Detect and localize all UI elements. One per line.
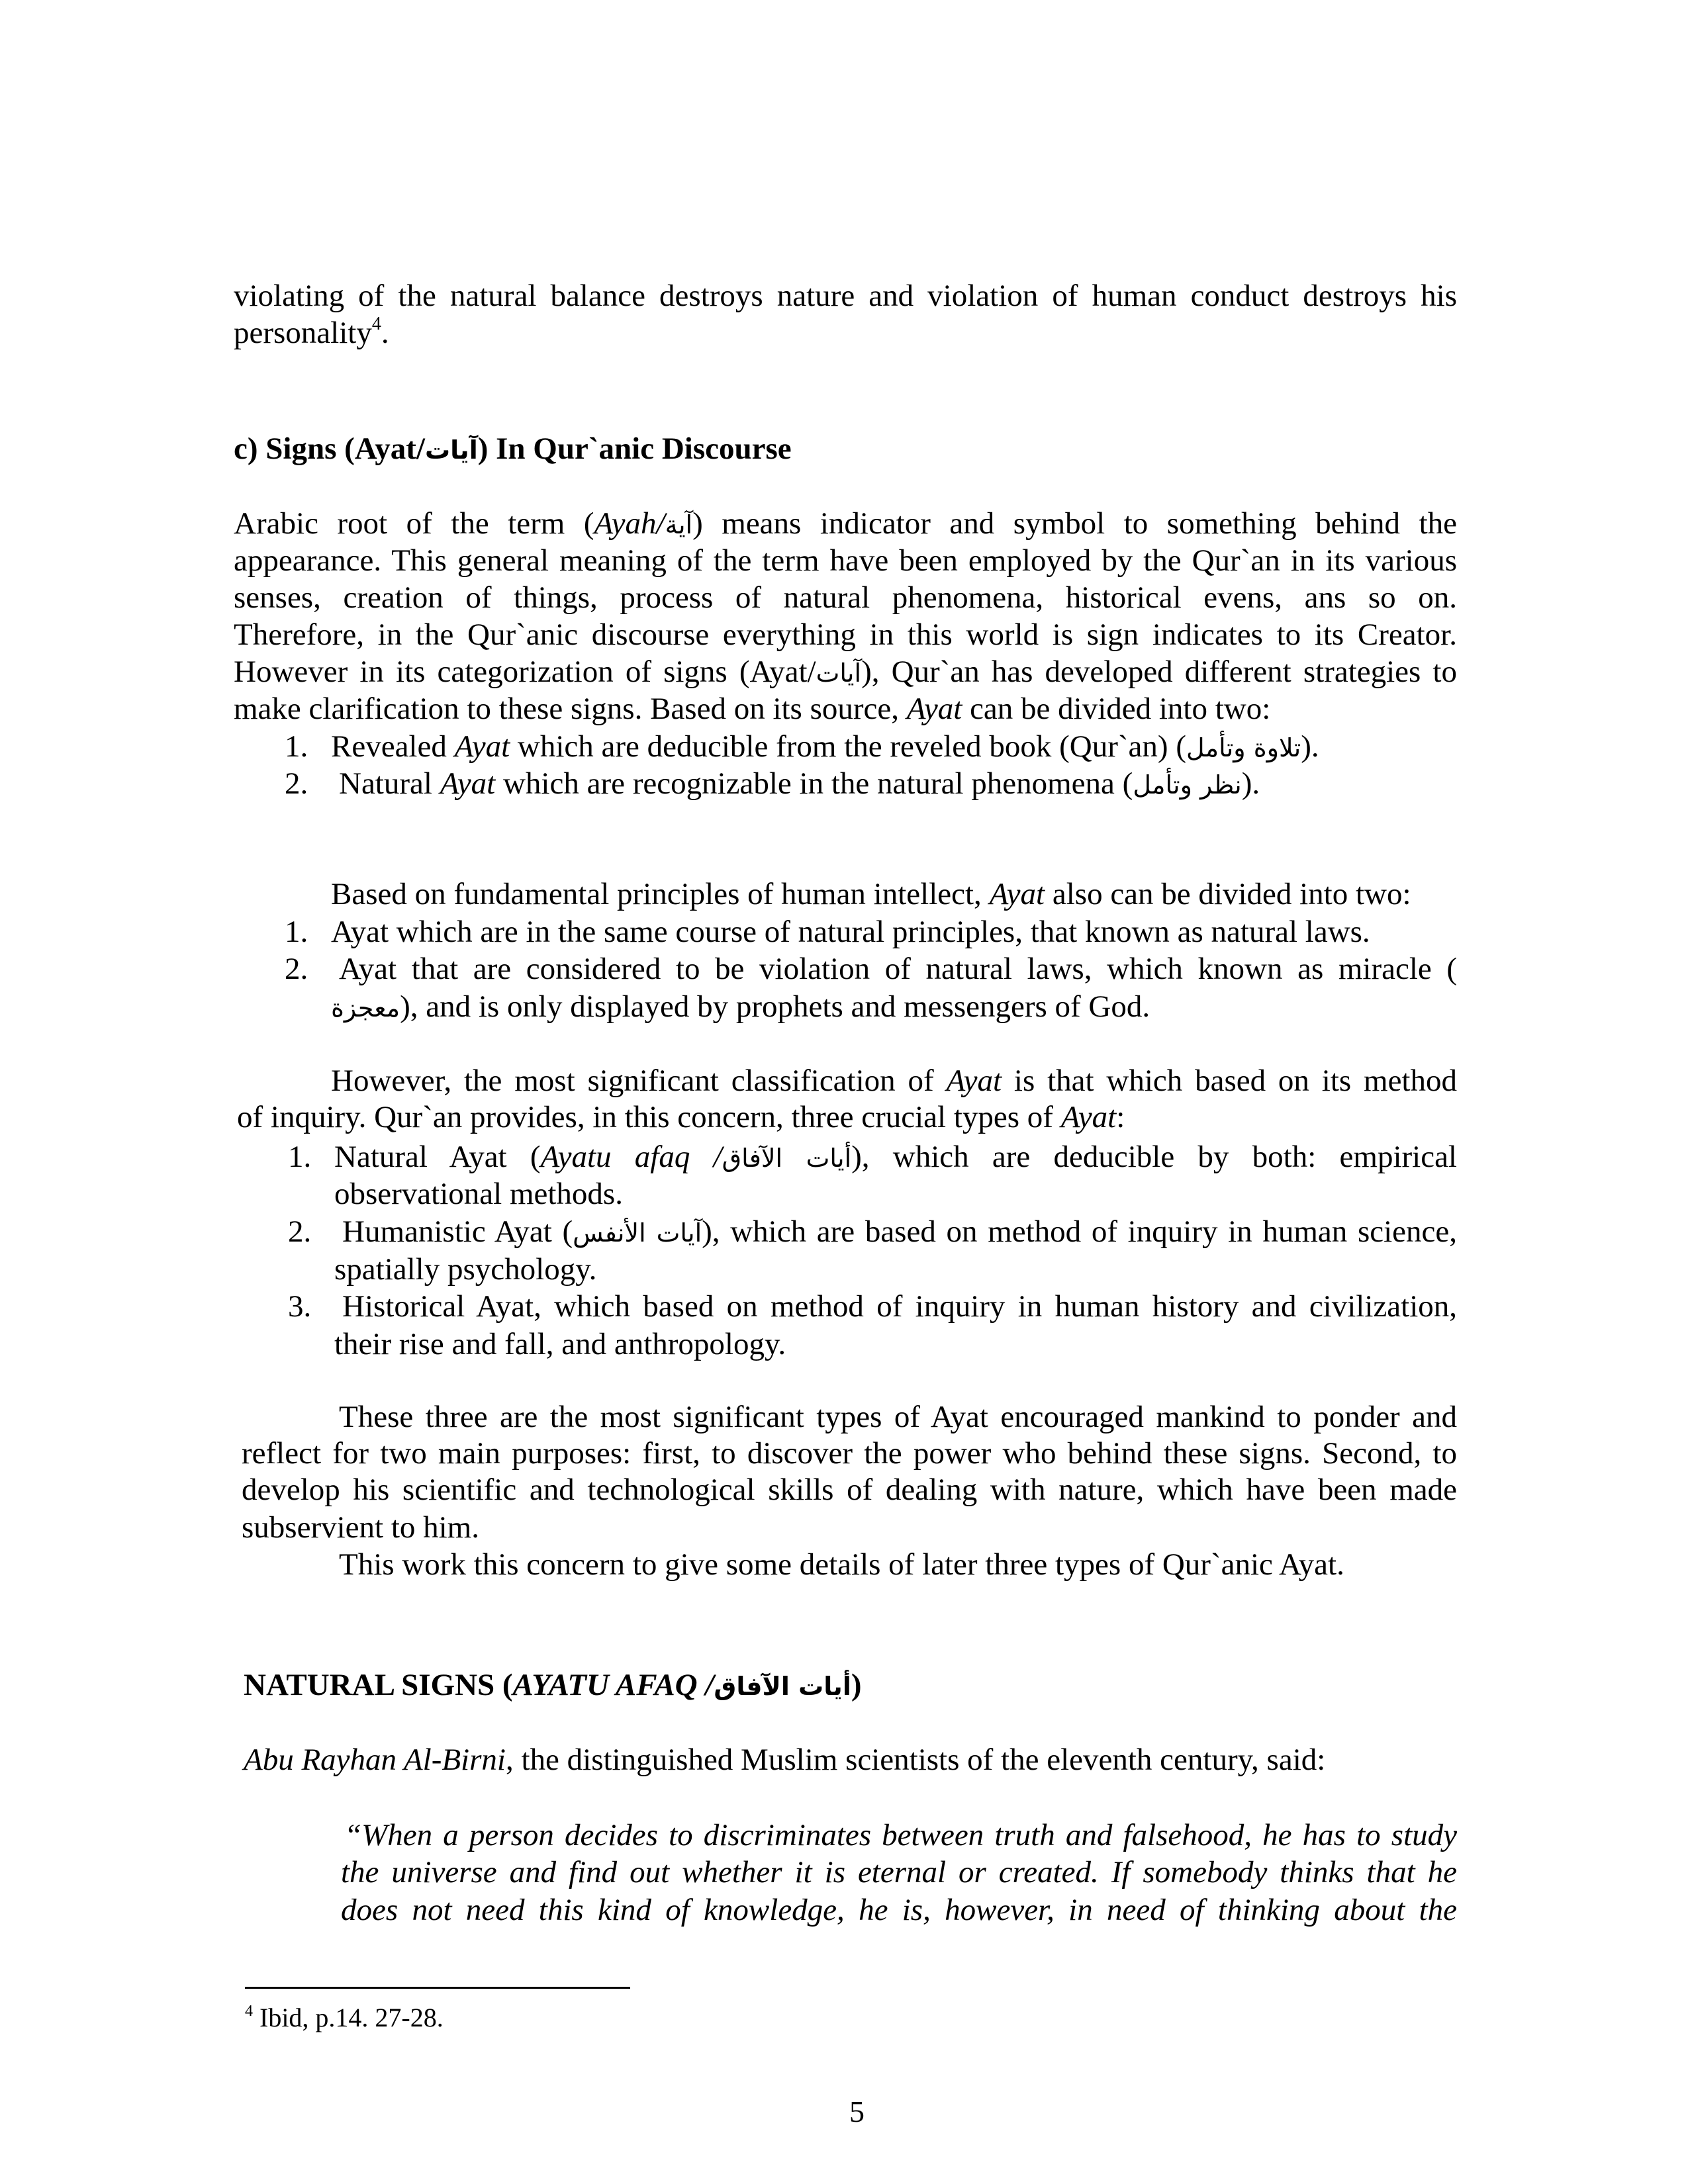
text: ). xyxy=(1301,729,1319,764)
italic-term: Ayah/ xyxy=(594,506,665,541)
body-line xyxy=(234,314,389,356)
body-line xyxy=(339,1398,1457,1435)
text: Arabic root of the term ( xyxy=(234,506,594,541)
list-number: 2. xyxy=(285,766,308,801)
text: Ayat that are considered to be violation of natural laws, which known as miracle ( xyxy=(339,952,1457,986)
text: ) means indicator and symbol to something behind the xyxy=(692,506,1457,541)
list-item-continuation xyxy=(334,1251,596,1288)
list-number: 2. xyxy=(288,1214,312,1249)
arabic-term: معجزة xyxy=(331,993,400,1023)
arabic-term: نظر وتأمل xyxy=(1133,770,1242,799)
body-line xyxy=(331,876,1411,913)
list-number: 1. xyxy=(288,1140,312,1174)
heading-text: ) xyxy=(851,1668,862,1702)
block-quote-line xyxy=(344,1817,1457,1854)
text: This work this concern to give some details of later three types of Qur`anic Ayat. xyxy=(339,1547,1344,1582)
text: Natural Ayat ( xyxy=(334,1140,541,1174)
quote-text: does not need this kind of knowledge, he is, however, in need of thinking about the xyxy=(341,1893,1457,1927)
text: violating of the natural balance destroys nature and violation of human conduct destroys his xyxy=(234,279,1457,313)
text: reflect for two main purposes: first, to discover the power who behind these signs. Second, to xyxy=(242,1436,1457,1471)
body-line xyxy=(244,1741,1325,1778)
arabic-term: آيات xyxy=(816,659,862,688)
body-line xyxy=(339,1546,1344,1583)
list-item xyxy=(339,765,1260,803)
list-number: 1. xyxy=(285,729,308,764)
text: However in its categorization of signs (Ayat/ xyxy=(234,655,816,689)
arabic-term: تلاوة وتأمل xyxy=(1186,733,1301,762)
text: which are recognizable in the natural phenomena ( xyxy=(495,766,1133,801)
text: of inquiry. Qur`an provides, in this concern, three crucial types of xyxy=(237,1100,1061,1134)
quote-text: “When a person decides to discriminates between truth and falsehood, he has to study xyxy=(344,1818,1457,1852)
text: Humanistic Ayat ( xyxy=(342,1214,573,1249)
footnote xyxy=(245,2002,444,2038)
text: personality xyxy=(234,316,372,350)
text: ), which are based on method of inquiry in human science, xyxy=(702,1214,1457,1249)
text: ), Qur`an has developed different strategies to xyxy=(861,655,1457,689)
text: Natural xyxy=(339,766,440,801)
footnote-number: 4 xyxy=(245,2003,253,2020)
text: their rise and fall, and anthropology. xyxy=(334,1327,786,1361)
text: Based on fundamental principles of human intellect, xyxy=(331,877,990,911)
body-line xyxy=(234,542,1457,579)
list-number: 3. xyxy=(288,1289,312,1324)
body-line xyxy=(242,1471,1457,1508)
text: can be divided into two: xyxy=(962,692,1271,726)
list-item-continuation xyxy=(331,988,1150,1026)
italic-term: Ayatu afaq / xyxy=(540,1140,722,1174)
arabic-term: أيات الآفاق xyxy=(722,1144,852,1173)
text: subservient to him. xyxy=(242,1510,479,1545)
body-line xyxy=(242,1435,1457,1472)
footnote-text: Ibid, p.14. 27-28. xyxy=(253,2003,444,2032)
heading-text: c) Signs (Ayat/ xyxy=(234,432,425,466)
italic-term: Ayat xyxy=(989,877,1045,911)
list-number: 1. xyxy=(285,915,308,949)
footnote-separator xyxy=(245,1987,630,1989)
text: ). xyxy=(1241,766,1260,801)
section-heading xyxy=(244,1666,862,1705)
heading-italic: AYATU AFAQ / xyxy=(512,1668,714,1702)
block-quote-line xyxy=(341,1854,1457,1891)
footnote-ref-link[interactable]: 4 xyxy=(371,314,381,334)
italic-term: Ayat xyxy=(454,729,510,764)
text: make clarification to these signs. Based on its source, xyxy=(234,692,907,726)
text: Therefore, in the Qur`anic discourse everything in this world is sign indicates to its Creator. xyxy=(234,617,1457,652)
page-number: 5 xyxy=(849,2095,865,2128)
text: : xyxy=(1116,1100,1125,1134)
list-item xyxy=(331,728,1319,766)
text: which are deducible from the reveled book (Qur`an) ( xyxy=(510,729,1186,764)
text: spatially psychology. xyxy=(334,1252,597,1287)
text: senses, creation of things, process of natural phenomena, historical evens, ans so on. xyxy=(234,580,1457,615)
arabic-term: أيات الآفاق xyxy=(714,1672,851,1701)
text: is that which based on its method xyxy=(1002,1064,1457,1098)
text: observational methods. xyxy=(334,1177,623,1211)
list-item xyxy=(342,1288,1457,1325)
italic-term: Ayat xyxy=(1060,1100,1117,1134)
arabic-term: آية xyxy=(665,510,693,539)
list-item xyxy=(334,1138,1457,1175)
italic-term: Ayat xyxy=(440,766,496,801)
text: Ayat which are in the same course of natural principles, that known as natural laws. xyxy=(331,915,1370,949)
list-item xyxy=(342,1213,1457,1250)
body-line xyxy=(234,277,1457,314)
list-item-continuation xyxy=(334,1175,623,1212)
heading-text: NATURAL SIGNS ( xyxy=(244,1668,513,1702)
author-name: Abu Rayhan Al-Birni xyxy=(244,1743,506,1777)
text: Revealed xyxy=(331,729,455,764)
arabic-term: آيات xyxy=(424,435,478,465)
list-number: 2. xyxy=(285,952,308,986)
body-line xyxy=(331,1062,1457,1099)
section-heading xyxy=(234,430,792,469)
text: . xyxy=(381,316,389,350)
list-item xyxy=(339,950,1457,987)
body-line xyxy=(234,653,1457,690)
text: Historical Ayat, which based on method of inquiry in human history and civilization, xyxy=(342,1289,1457,1324)
body-line xyxy=(234,616,1457,653)
italic-term: Ayat xyxy=(946,1064,1002,1098)
text: appearance. This general meaning of the term have been employed by the Qur`an in its various xyxy=(234,543,1457,578)
text: ), and is only displayed by prophets and messengers of God. xyxy=(400,989,1150,1024)
arabic-term: آيات الأنفس xyxy=(573,1218,702,1248)
block-quote-line xyxy=(341,1891,1457,1929)
heading-text: ) In Qur`anic Discourse xyxy=(477,432,792,466)
text: develop his scientific and technological skills of dealing with nature, which have been made xyxy=(242,1473,1457,1507)
body-line xyxy=(234,579,1457,616)
body-line xyxy=(242,1509,479,1546)
italic-term: Ayat xyxy=(906,692,962,726)
text: , the distinguished Muslim scientists of the eleventh century, said: xyxy=(505,1743,1326,1777)
list-item-continuation xyxy=(334,1326,786,1363)
body-line xyxy=(234,505,1457,542)
text: These three are the most significant types of Ayat encouraged mankind to ponder and xyxy=(339,1400,1457,1434)
text: However, the most significant classification of xyxy=(331,1064,947,1098)
body-line xyxy=(234,690,1270,727)
quote-text: the universe and find out whether it is eternal or created. If somebody thinks that he xyxy=(341,1855,1457,1889)
list-item xyxy=(331,913,1370,950)
text: also can be divided into two: xyxy=(1045,877,1411,911)
text: ), which are deducible by both: empirical xyxy=(851,1140,1457,1174)
body-line xyxy=(237,1099,1125,1136)
